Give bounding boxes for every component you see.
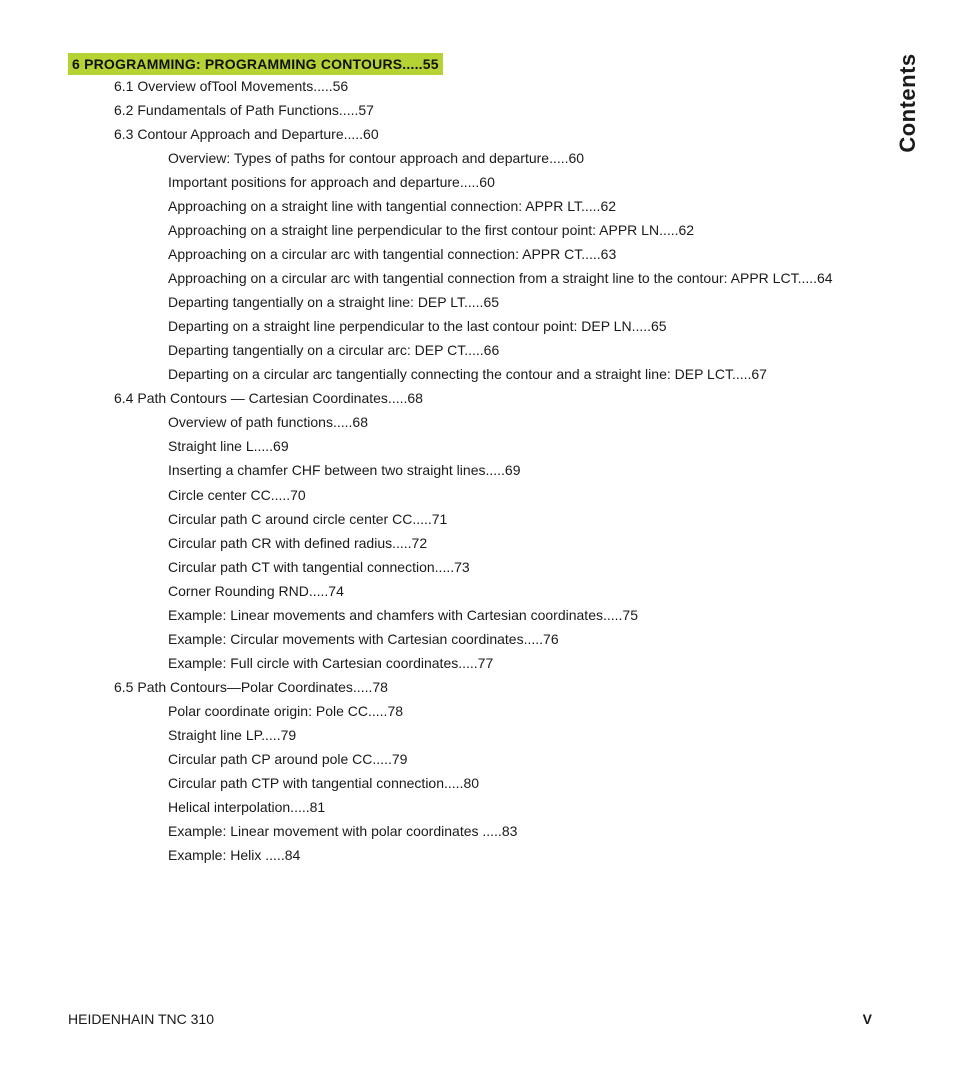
toc-subsection-entry[interactable]: Straight line L.....69 — [168, 438, 289, 454]
toc-subsection-entry[interactable]: Corner Rounding RND.....74 — [168, 583, 344, 599]
toc-subsection-entry[interactable]: Circle center CC.....70 — [168, 487, 306, 503]
toc-subsection-entry[interactable]: Circular path CT with tangential connection.....73 — [168, 559, 470, 575]
toc-subsection-entry[interactable]: Approaching on a circular arc with tangential connection: APPR CT.....63 — [168, 246, 617, 262]
toc-section-entry[interactable]: 6.4 Path Contours — Cartesian Coordinates.....68 — [114, 390, 423, 406]
toc-subsection-entry[interactable]: Approaching on a circular arc with tangential connection from a straight line to the contour: APPR LCT.....64 — [168, 270, 833, 286]
toc-subsection-entry[interactable]: Circular path CP around pole CC.....79 — [168, 751, 408, 767]
toc-subsection-entry[interactable]: Important positions for approach and departure.....60 — [168, 174, 495, 190]
toc-subsection-entry[interactable]: Example: Linear movements and chamfers with Cartesian coordinates.....75 — [168, 607, 639, 623]
footer-page-number: V — [862, 1011, 872, 1027]
toc-subsection-entry[interactable]: Straight line LP.....79 — [168, 727, 297, 743]
toc-subsection-entry[interactable]: Example: Circular movements with Cartesian coordinates.....76 — [168, 631, 559, 647]
toc-subsection-entry[interactable]: Departing on a straight line perpendicular to the last contour point: DEP LN.....65 — [168, 318, 667, 334]
side-title — [888, 45, 928, 160]
side-title-text: Contents — [895, 52, 920, 153]
toc-subsection-entry[interactable]: Approaching on a straight line with tangential connection: APPR LT.....62 — [168, 198, 617, 214]
toc-subsection-entry[interactable]: Circular path CR with defined radius.....72 — [168, 535, 428, 551]
toc-subsection-entry[interactable]: Example: Helix .....84 — [168, 847, 301, 863]
toc-subsection-entry[interactable]: Departing on a circular arc tangentially connecting the contour and a straight line: DEP LCT.....67 — [168, 366, 767, 382]
toc-section-entry[interactable]: 6.5 Path Contours—Polar Coordinates.....78 — [114, 679, 388, 695]
toc-section-entry[interactable]: 6.3 Contour Approach and Departure.....60 — [114, 126, 379, 142]
toc-subsection-entry[interactable]: Circular path C around circle center CC.....71 — [168, 511, 448, 527]
toc-subsection-entry[interactable]: Overview of path functions.....68 — [168, 414, 368, 430]
toc-subsection-entry[interactable]: Circular path CTP with tangential connection.....80 — [168, 775, 480, 791]
toc-subsection-entry[interactable]: Example: Full circle with Cartesian coordinates.....77 — [168, 655, 494, 671]
toc-subsection-entry[interactable]: Departing tangentially on a circular arc: DEP CT.....66 — [168, 342, 500, 358]
chapter-heading[interactable]: 6 PROGRAMMING: PROGRAMMING CONTOURS.....55 — [68, 53, 443, 75]
toc-subsection-entry[interactable]: Example: Linear movement with polar coordinates .....83 — [168, 823, 518, 839]
toc-subsection-entry[interactable]: Overview: Types of paths for contour approach and departure.....60 — [168, 150, 585, 166]
toc-subsection-entry[interactable]: Polar coordinate origin: Pole CC.....78 — [168, 703, 404, 719]
footer-product-name: HEIDENHAIN TNC 310 — [68, 1011, 215, 1027]
toc-subsection-entry[interactable]: Approaching on a straight line perpendicular to the first contour point: APPR LN.....62 — [168, 222, 695, 238]
toc-subsection-entry[interactable]: Departing tangentially on a straight line: DEP LT.....65 — [168, 294, 500, 310]
toc-subsection-entry[interactable]: Helical interpolation.....81 — [168, 799, 326, 815]
toc-subsection-entry[interactable]: Inserting a chamfer CHF between two straight lines.....69 — [168, 462, 521, 478]
toc-section-entry[interactable]: 6.1 Overview ofTool Movements.....56 — [114, 78, 349, 94]
toc-section-entry[interactable]: 6.2 Fundamentals of Path Functions.....57 — [114, 102, 374, 118]
